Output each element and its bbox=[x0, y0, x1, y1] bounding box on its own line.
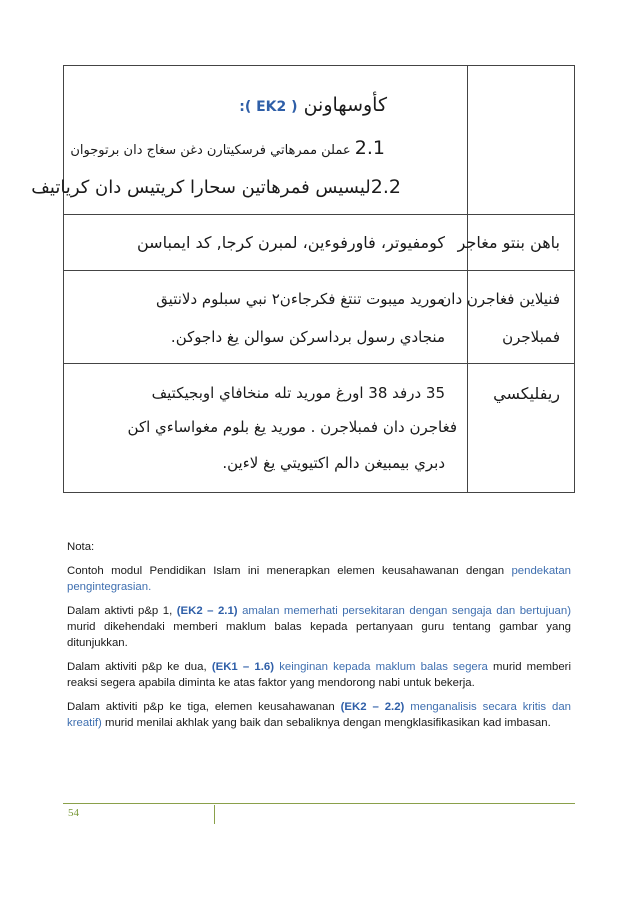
item2-number: 2.2 bbox=[370, 176, 401, 198]
lesson-table bbox=[31, 65, 575, 493]
objective-item-1 bbox=[70, 137, 385, 159]
page-number: 54 bbox=[68, 807, 79, 819]
assessment-text-line2: منجادي رسول برداسركن سوالن يغ داجوكن. bbox=[170, 328, 445, 346]
item1-text: عملن ممرهاتي فرسكيتارن دغن سغاج دان برتوجوان bbox=[70, 143, 351, 158]
p4-text-a: Dalam aktiviti p&p ke tiga, elemen keusahawanan bbox=[67, 701, 335, 713]
p4-highlight: menganalisis secara kritis dan kreatif) bbox=[67, 701, 572, 729]
reflection-text-line1: 35 درفد 38 اورغ موريد تله منخافاي اوبجيكتيف bbox=[151, 384, 445, 402]
p2-highlight: amalan memerhati persekitaran dengan sengaja dan bertujuan) bbox=[242, 605, 571, 617]
assessment-label-cell bbox=[440, 271, 575, 364]
notes-paragraph-4 bbox=[67, 699, 571, 731]
notes-paragraph-3 bbox=[67, 659, 571, 691]
title-code: ( EK2 ): bbox=[239, 99, 298, 115]
p2-text-b: murid dikehendaki memberi maklum balas kepada pertanyaan guru tentang gambar yang ditunjukkan. bbox=[67, 621, 571, 649]
p1-highlight: pendekatan pengintegrasian. bbox=[67, 565, 571, 593]
item2-text: ليسيس فمرهاتين سحارا كريتيس دان كرياتيف bbox=[31, 177, 371, 198]
p4-code: (EK2 – 2.2) bbox=[340, 701, 405, 713]
reflection-label: ريفليكسي bbox=[493, 384, 560, 403]
assessment-label-line2: فمبلاجرن bbox=[502, 328, 560, 346]
item1-number: 2.1 bbox=[354, 137, 385, 159]
footer-rule bbox=[63, 803, 575, 804]
p1-text: Contoh modul Pendidikan Islam ini menerapkan elemen keusahawanan dengan bbox=[67, 565, 505, 577]
assessment-cell bbox=[64, 271, 468, 364]
objective-cell bbox=[31, 66, 468, 215]
notes-section bbox=[67, 539, 571, 739]
title-word: كأوسهاونن bbox=[303, 94, 387, 116]
p3-code: (EK1 – 1.6) bbox=[211, 661, 275, 673]
reflection-text-line2: فغاجرن دان فمبلاجرن . موريد يغ بلوم مغواساءي اكن bbox=[127, 418, 457, 436]
materials-cell bbox=[64, 215, 468, 271]
notes-paragraph-1 bbox=[67, 563, 571, 595]
notes-paragraph-2 bbox=[67, 603, 571, 651]
notes-heading: Nota: bbox=[67, 541, 95, 553]
p4-text-b: murid menilai akhlak yang baik dan sebaliknya dengan mengklasifikasikan kad imbasan. bbox=[104, 717, 551, 729]
assessment-text-line1: موريد ميبوت تنتغ فكرجاءن٢ نبي سبلوم دلانتيق bbox=[156, 290, 445, 308]
objective-label-cell bbox=[468, 66, 575, 215]
materials-label: باهن بنتو مغاجر bbox=[457, 233, 560, 252]
reflection-text-line3: دبري بيمبيغن دالم اكتيويتي يغ لاءين. bbox=[222, 454, 445, 472]
reflection-cell bbox=[64, 364, 468, 493]
p2-text-a: Dalam aktivti p&p 1, bbox=[67, 605, 173, 617]
p3-highlight: keinginan kepada maklum balas segera bbox=[279, 661, 488, 673]
p3-text-a: Dalam aktiviti p&p ke dua, bbox=[67, 661, 207, 673]
objective-item-2 bbox=[31, 176, 401, 198]
materials-text: كومفيوتر، فاورفوءين، لمبرن كرجا, كد ايمباسن bbox=[136, 233, 445, 252]
footer-divider bbox=[214, 805, 215, 824]
reflection-label-cell bbox=[468, 364, 575, 493]
p3-text-b: murid memberi reaksi segera apabila diminta ke atas faktor yang mendorong nabi untuk bekerja. bbox=[67, 661, 571, 689]
p2-code: (EK2 – 2.1) bbox=[176, 605, 238, 617]
assessment-label-line1: فنيلاين فغاجرن دان bbox=[440, 290, 560, 308]
objective-title bbox=[239, 94, 387, 116]
materials-label-cell bbox=[457, 215, 575, 271]
